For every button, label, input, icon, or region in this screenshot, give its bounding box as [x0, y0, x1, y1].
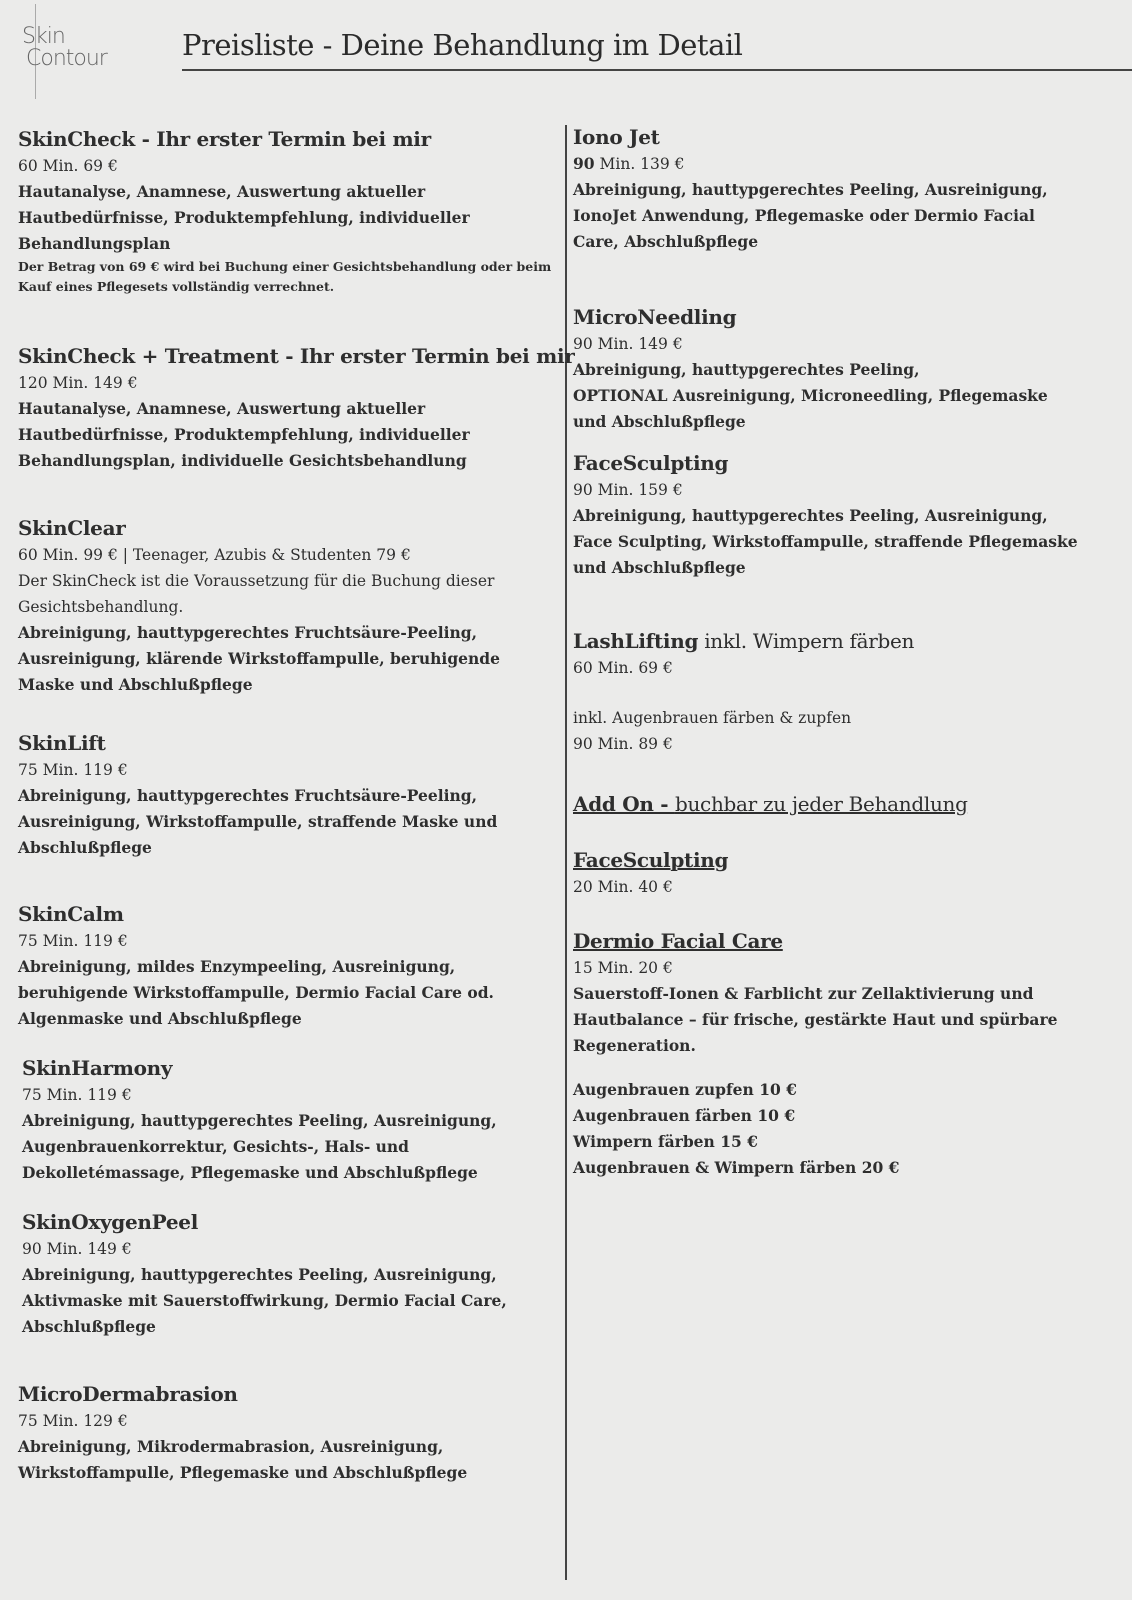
treatment-price [573, 331, 1048, 357]
treatment-info-line: 90 Min. 89 € [573, 735, 673, 753]
treatment-subtitle: inkl. Wimpern färben [698, 629, 915, 653]
price-text: 75 Min. 129 € [18, 1412, 128, 1430]
price-text: 75 Min. 119 € [22, 1086, 132, 1104]
extras-list [573, 1077, 899, 1181]
extra-item: Augenbrauen färben 10 € [573, 1106, 796, 1125]
treatment-name: SkinClear [18, 516, 126, 540]
treatment-item [573, 303, 1048, 435]
treatment-title [18, 1380, 467, 1408]
treatment-price [18, 370, 574, 396]
treatment-name: SkinCalm [18, 902, 124, 926]
treatment-price [22, 1082, 497, 1108]
treatment-price [573, 151, 1048, 177]
treatment-description-line: Abreinigung, hauttypgerechtes Peeling, [573, 360, 920, 379]
treatment-price [18, 153, 551, 179]
logo [22, 26, 107, 70]
treatment-item [573, 927, 1058, 1059]
treatment-title [573, 123, 1048, 151]
treatment-note-line: Der Betrag von 69 € wird bei Buchung einer Gesichtsbehandlung oder beim [18, 259, 552, 274]
treatment-name: MicroNeedling [573, 305, 737, 329]
treatment-price [573, 874, 728, 900]
treatment-title [18, 342, 574, 370]
treatment-item [18, 900, 494, 1032]
treatment-name: SkinCheck + Treatment - Ihr erster Termin bei mir [18, 344, 575, 368]
treatment-title [18, 125, 551, 153]
treatment-description-line: Behandlungsplan [18, 234, 171, 253]
treatment-description-line: und Abschlußpflege [573, 558, 746, 577]
treatment-description-line: Maske und Abschlußpflege [18, 675, 253, 694]
treatment-item [22, 1208, 507, 1340]
treatment-note-line: Kauf eines Pflegesets vollständig verrechnet. [18, 279, 335, 294]
treatment-item [573, 627, 914, 757]
treatment-info-line: inkl. Augenbrauen färben & zupfen [573, 709, 852, 727]
treatment-description-line: Abreinigung, hauttypgerechtes Peeling, Ausreinigung, [573, 180, 1048, 199]
treatment-description-line: Hautbedürfnisse, Produktempfehlung, individueller [18, 425, 470, 444]
treatment-name: Iono Jet [573, 125, 660, 149]
addon-heading-bold: Add On - [573, 792, 675, 816]
treatment-description-line: Abschlußpflege [18, 838, 152, 857]
treatment-price [573, 477, 1078, 503]
treatment-title [573, 846, 728, 874]
title-underline [182, 69, 1132, 71]
treatment-name: LashLifting [573, 629, 699, 653]
treatment-info-line: Gesichtsbehandlung. [18, 598, 184, 616]
price-text: 90 Min. 159 € [573, 481, 683, 499]
treatment-title [573, 927, 1058, 955]
treatment-description-line: Abreinigung, hauttypgerechtes Fruchtsäure-Peeling, [18, 623, 478, 642]
spacer [573, 681, 914, 705]
treatment-title [18, 729, 497, 757]
treatment-description-line: Hautbalance – für frische, gestärkte Haut und spürbare [573, 1010, 1058, 1029]
treatment-description-line: Abschlußpflege [22, 1317, 156, 1336]
treatment-price [18, 928, 494, 954]
price-text: 90 Min. 149 € [22, 1240, 132, 1258]
extra-item: Augenbrauen & Wimpern färben 20 € [573, 1158, 900, 1177]
treatment-name: FaceSculpting [573, 451, 729, 475]
treatment-description-line: Abreinigung, hauttypgerechtes Peeling, Ausreinigung, [573, 506, 1048, 525]
treatment-price [18, 757, 497, 783]
price-text: 75 Min. 119 € [18, 761, 128, 779]
treatment-item [573, 123, 1048, 255]
price-text: 60 Min. 99 € | Teenager, Azubis & Studenten 79 € [18, 546, 411, 564]
treatment-description-line: IonoJet Anwendung, Pflegemaske oder Dermio Facial [573, 206, 1035, 225]
treatment-description-line: Abreinigung, Mikrodermabrasion, Ausreinigung, [18, 1437, 444, 1456]
treatment-price [18, 1408, 467, 1434]
treatment-description-line: Aktivmaske mit Sauerstoffwirkung, Dermio Facial Care, [22, 1291, 507, 1310]
treatment-description-line: Dekolletémassage, Pflegemaske und Abschlußpflege [22, 1163, 478, 1182]
treatment-item [573, 449, 1078, 581]
treatment-item [18, 342, 574, 474]
treatment-description-line: Algenmaske und Abschlußpflege [18, 1009, 302, 1028]
treatment-price [573, 655, 914, 681]
treatment-description-line: Hautbedürfnisse, Produktempfehlung, individueller [18, 208, 470, 227]
treatment-description-line: Face Sculpting, Wirkstoffampulle, straffende Pflegemaske [573, 532, 1078, 551]
addon-heading [573, 790, 968, 818]
treatment-item [22, 1054, 497, 1186]
treatment-title [18, 900, 494, 928]
treatment-description-line: Ausreinigung, klärende Wirkstoffampulle, beruhigende [18, 649, 500, 668]
treatment-name: Dermio Facial Care [573, 929, 783, 953]
price-text: 75 Min. 119 € [18, 932, 128, 950]
treatment-description-line: Hautanalyse, Anamnese, Auswertung aktueller [18, 399, 426, 418]
treatment-description-line: OPTIONAL Ausreinigung, Microneedling, Pflegemaske [573, 386, 1048, 405]
treatment-description-line: Ausreinigung, Wirkstoffampulle, straffende Maske und [18, 812, 498, 831]
treatment-name: FaceSculpting [573, 848, 729, 872]
treatment-name: SkinOxygenPeel [22, 1210, 199, 1234]
price-text: 60 Min. 69 € [573, 659, 673, 677]
treatment-item [18, 125, 551, 297]
treatment-title [22, 1054, 497, 1082]
treatment-description-line: Sauerstoff-Ionen & Farblicht zur Zellaktivierung und [573, 984, 1034, 1003]
treatment-name: SkinLift [18, 731, 106, 755]
treatment-name: MicroDermabrasion [18, 1382, 238, 1406]
treatment-description-line: beruhigende Wirkstoffampulle, Dermio Facial Care od. [18, 983, 494, 1002]
treatment-price [18, 542, 500, 568]
price-text: 15 Min. 20 € [573, 959, 673, 977]
treatment-description-line: Abreinigung, hauttypgerechtes Peeling, Ausreinigung, [22, 1111, 497, 1130]
treatment-description-line: Regeneration. [573, 1036, 696, 1055]
extra-item: Augenbrauen zupfen 10 € [573, 1080, 797, 1099]
treatment-description-line: Care, Abschlußpflege [573, 232, 759, 251]
treatment-item [18, 729, 497, 861]
treatment-item [18, 1380, 467, 1486]
treatment-title [573, 449, 1078, 477]
treatment-title [573, 303, 1048, 331]
treatment-info-line: Der SkinCheck ist die Voraussetzung für die Buchung dieser [18, 572, 495, 590]
logo-line1: Skin [22, 24, 65, 49]
treatment-description-line: Abreinigung, hauttypgerechtes Fruchtsäure-Peeling, [18, 786, 478, 805]
treatment-title [573, 627, 914, 655]
treatment-title [18, 514, 500, 542]
treatment-name: SkinCheck - Ihr erster Termin bei mir [18, 127, 431, 151]
treatment-description-line: Behandlungsplan, individuelle Gesichtsbehandlung [18, 451, 467, 470]
treatment-name: SkinHarmony [22, 1056, 173, 1080]
page-title: Preisliste - Deine Behandlung im Detail [182, 28, 743, 62]
treatment-price [573, 955, 1058, 981]
price-text: Min. 139 € [594, 155, 685, 173]
price-duration: 90 [573, 154, 595, 173]
treatment-description-line: Abreinigung, hauttypgerechtes Peeling, Ausreinigung, [22, 1265, 497, 1284]
price-text: 120 Min. 149 € [18, 374, 138, 392]
treatment-item [18, 514, 500, 698]
treatment-description-line: und Abschlußpflege [573, 412, 746, 431]
logo-line2: Contour [26, 46, 107, 71]
price-text: 60 Min. 69 € [18, 157, 118, 175]
extra-item: Wimpern färben 15 € [573, 1132, 758, 1151]
treatment-description-line: Wirkstoffampulle, Pflegemaske und Abschlußpflege [18, 1463, 468, 1482]
treatment-item [573, 846, 728, 900]
price-text: 20 Min. 40 € [573, 878, 673, 896]
addon-heading-rest: buchbar zu jeder Behandlung [674, 792, 968, 816]
treatment-title [22, 1208, 507, 1236]
treatment-description-line: Augenbrauenkorrektur, Gesichts-, Hals- und [22, 1137, 410, 1156]
treatment-price [22, 1236, 507, 1262]
price-text: 90 Min. 149 € [573, 335, 683, 353]
treatment-description-line: Hautanalyse, Anamnese, Auswertung aktueller [18, 182, 426, 201]
treatment-description-line: Abreinigung, mildes Enzympeeling, Ausreinigung, [18, 957, 456, 976]
